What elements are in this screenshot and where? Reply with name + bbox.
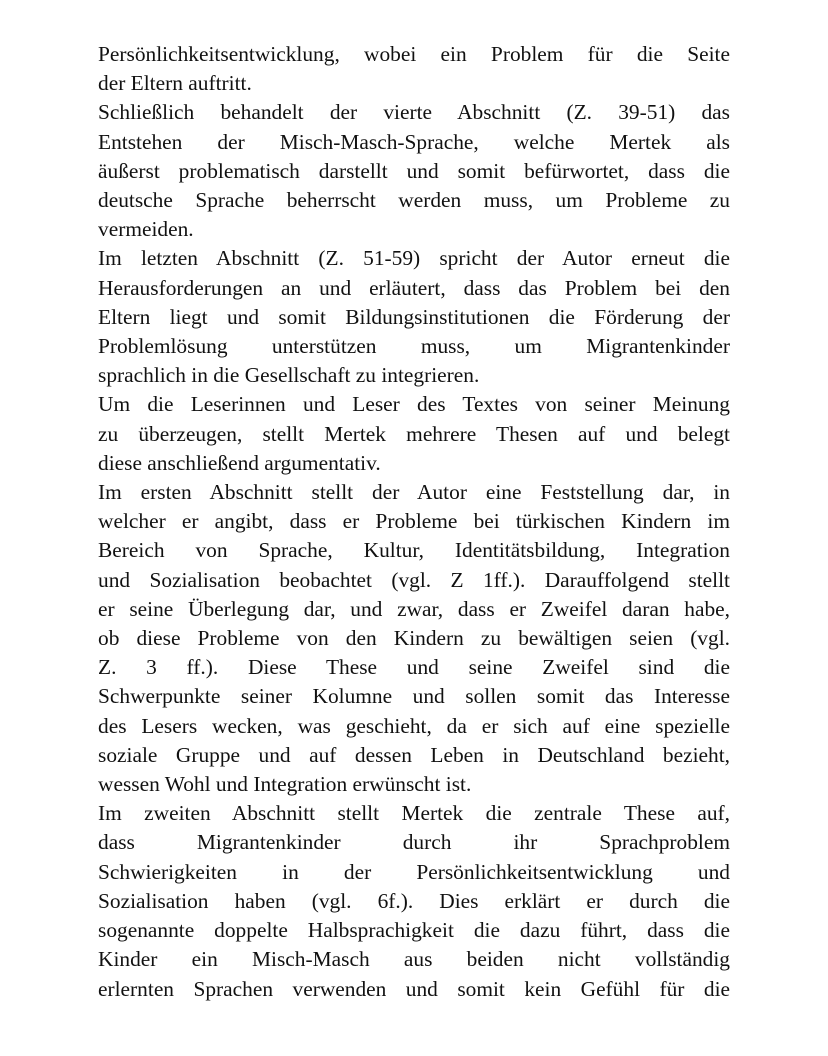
text-line: vermeiden. <box>98 217 194 242</box>
text-line: des Lesers wecken, was geschieht, da er sich auf eine spezielle <box>98 713 730 738</box>
paragraph <box>98 40 730 98</box>
paragraph <box>98 390 730 478</box>
text-line: Sozialisation haben (vgl. 6f.). Dies erklärt er durch die <box>98 888 730 913</box>
text-line: Bereich von Sprache, Kultur, Identitätsbildung, Integration <box>98 538 730 563</box>
text-line: Kinder ein Misch-Masch aus beiden nicht vollständig <box>98 947 730 972</box>
text-line: wessen Wohl und Integration erwünscht ist. <box>98 772 472 797</box>
text-line: Herausforderungen an und erläutert, dass das Problem bei den <box>98 275 730 300</box>
text-line: diese anschließend argumentativ. <box>98 450 381 475</box>
text-line: Entstehen der Misch-Masch-Sprache, welche Mertek als <box>98 129 730 154</box>
text-line: Z. 3 ff.). Diese These und seine Zweifel sind die <box>98 655 730 680</box>
text-line: welcher er angibt, dass er Probleme bei türkischen Kindern im <box>98 509 730 534</box>
text-line: zu überzeugen, stellt Mertek mehrere Thesen auf und belegt <box>98 421 730 446</box>
text-line: sogenannte doppelte Halbsprachigkeit die dazu führt, dass die <box>98 918 730 943</box>
text-line: und Sozialisation beobachtet (vgl. Z 1ff.). Darauffolgend stellt <box>98 567 730 592</box>
text-line: Im zweiten Abschnitt stellt Mertek die zentrale These auf, <box>98 801 730 826</box>
text-line: Eltern liegt und somit Bildungsinstitutionen die Förderung der <box>98 304 730 329</box>
paragraph <box>98 98 730 244</box>
text-line: er seine Überlegung dar, und zwar, dass er Zweifel daran habe, <box>98 596 730 621</box>
paragraph <box>98 244 730 390</box>
text-line: Schwierigkeiten in der Persönlichkeitsentwicklung und <box>98 859 730 884</box>
text-line: Schließlich behandelt der vierte Abschnitt (Z. 39-51) das <box>98 100 730 125</box>
text-line: der Eltern auftritt. <box>98 71 252 96</box>
text-line: äußerst problematisch darstellt und somit befürwortet, dass die <box>98 158 730 183</box>
text-line: Im letzten Abschnitt (Z. 51-59) spricht der Autor erneut die <box>98 246 730 271</box>
text-line: Im ersten Abschnitt stellt der Autor eine Feststellung dar, in <box>98 480 730 505</box>
paragraph <box>98 478 730 799</box>
document-page <box>98 40 730 1004</box>
paragraph <box>98 799 730 1003</box>
text-line: Persönlichkeitsentwicklung, wobei ein Problem für die Seite <box>98 42 730 66</box>
text-line: Schwerpunkte seiner Kolumne und sollen somit das Interesse <box>98 684 730 709</box>
text-line: soziale Gruppe und auf dessen Leben in Deutschland bezieht, <box>98 742 730 767</box>
text-line: erlernten Sprachen verwenden und somit kein Gefühl für die <box>98 976 730 1001</box>
text-line: dass Migrantenkinder durch ihr Sprachproblem <box>98 830 730 855</box>
text-line: Problemlösung unterstützen muss, um Migrantenkinder <box>98 334 730 359</box>
text-line: ob diese Probleme von den Kindern zu bewältigen seien (vgl. <box>98 626 730 651</box>
text-line: Um die Leserinnen und Leser des Textes von seiner Meinung <box>98 392 730 417</box>
text-line: sprachlich in die Gesellschaft zu integrieren. <box>98 363 480 388</box>
text-line: deutsche Sprache beherrscht werden muss, um Probleme zu <box>98 188 730 213</box>
